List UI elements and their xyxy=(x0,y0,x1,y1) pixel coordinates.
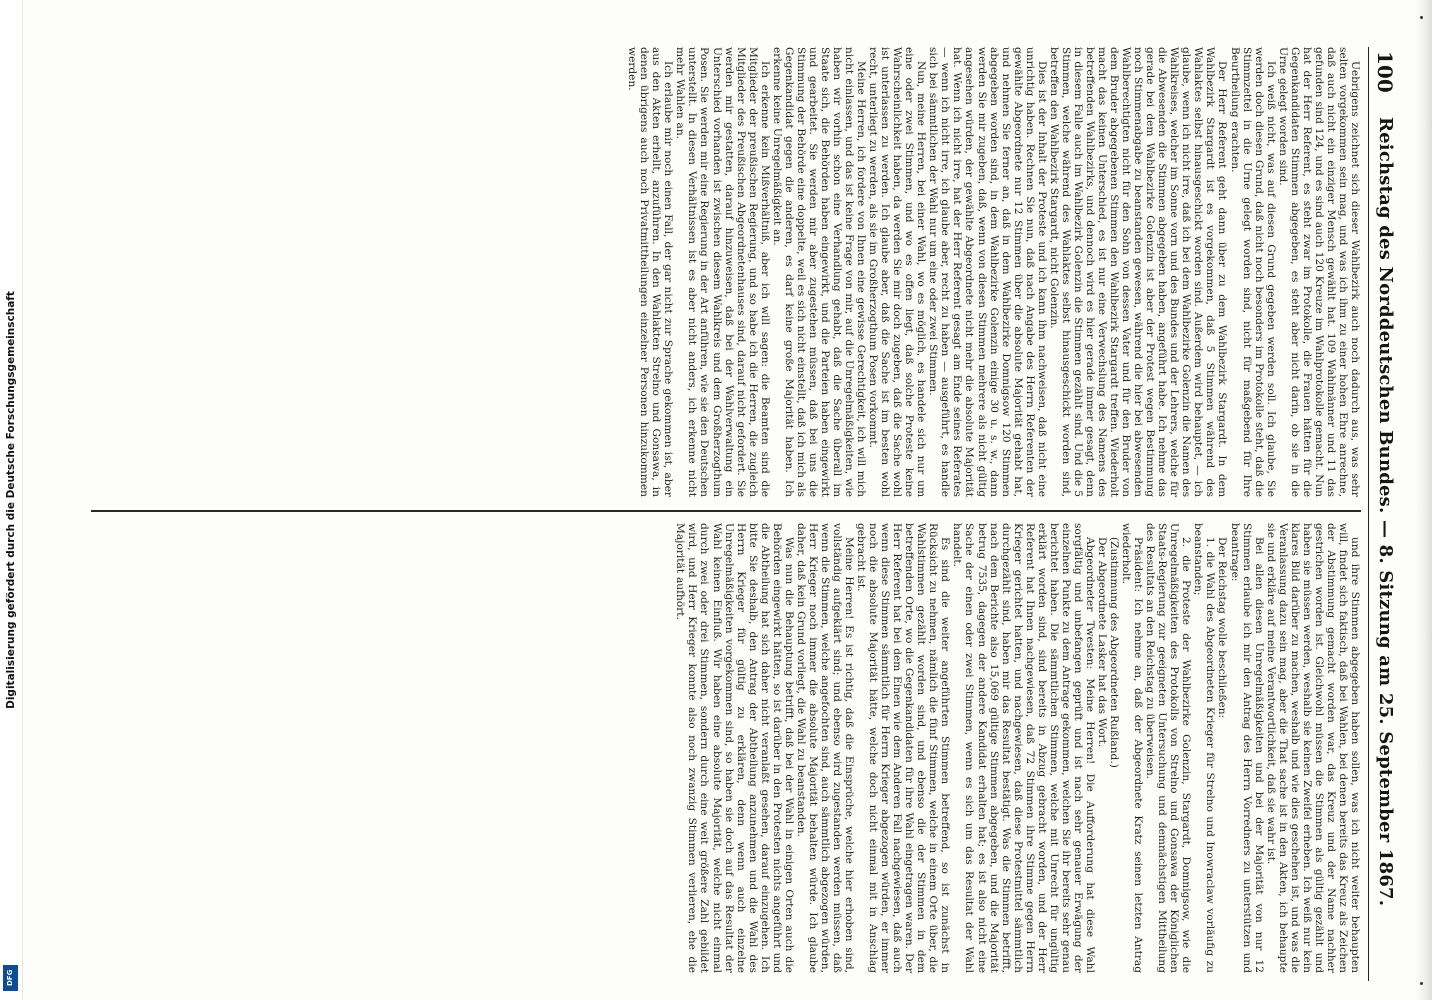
paragraph: und ihre Stimmen abgegeben haben sollen, was ich nicht weiter behaupten will, findet sich faktisch, daß bei Wahlen, bei denen bereits das Kreuz als Zeichen der Abstimmung gemacht worden war, das Kreuz und der Name nachher gestrichen worden ist. Gleichwohl müssen die Stimmen als gültig gezählt und haben sie müssen werden, weshalb sie keinen Zweifel erheben. Ich weiß nur kein klares Bild darüber zu machen, weshalb und wie dies geschehen ist, und was die Veranlassung dazu sein mag, aber die That sache ist in den Akten, ich behaupte sie und erkläre auf meine Verantwortlichkeit, daß sie wahr ist. xyxy=(1264,523,1361,973)
right-column xyxy=(91,523,1361,973)
printed-sheet xyxy=(83,47,1399,981)
paragraph: Bei allen diesen Unregelmäßigkeiten und bei der Majorität von nur 12 Stimmen erlaube ich mir den Antrag des Herrn Vorredners zu unterstützen und beantrage: xyxy=(1228,523,1265,973)
attribution-text: Digitalisierung gefördert durch die Deutsche Forschungsgemeinschaft xyxy=(5,291,17,709)
paragraph: Präsident: Ich nehme an, daß der Abgeordnete Kratz seinen letzten Antrag wiederholt. xyxy=(1120,523,1145,973)
paragraph: Meine Herren, ich fordere von Ihnen eine gewisse Gerechtigkeit, ich will mich nicht einlassen, und das ist keine Frage von mir, auf die Unregelmäßigkeiten, wie haben wir vorhin schon eine Verhandlung gehabt, daß die Sache überall im Staate sich, die Behörden haben eingewirkt, und die Parteien haben eingewirkt und gearbeitet. Sie werden mir aber zugestehen müssen, daß bei uns die Stimmung der Behörde eine doppelte, weil es sich nicht einstellt, daß ich mich als Gegenkandidat gegen die anderen, es darf keine große Majorität haben. Ich erkenne keine Unregelmäßigkeit an. xyxy=(770,47,868,497)
column-divider xyxy=(91,510,1361,512)
left-column xyxy=(91,47,1361,497)
paragraph: Der Abgeordnete Lasker hat das Wort. xyxy=(1096,537,1109,748)
paragraph: Abgeordneter Twesten: Meine Herren! Die Aufforderung hat diese Wahl sorgfältig und unbefangen geprüft und ist nach sehr genauer Erwägung der einzelnen Punkte zu dem Antrage gekommen, welchen Sie ihr bereits sehr genau berichtet haben. Die sämmtlichen Stimmen, welche mit Unrecht für ungültig erklärt worden sind, sind bereits in Abzug gebracht worden, und der Herr Referent hat Ihnen nachgewiesen, daß 72 Stimmen ihre Stimme gegen Herrn Krieger gerichtet hatten, und nachgewiesen, daß diese Protestmittel sämmtlich durchgezählt sind, haben mir das Resultat bestätigt. Was die Stimmen betrifft, nach dem Berichte also 15,069 gültige Stimmen abgegeben, und die Majorität betrug 7535, dagegen der andere Kandidat erhalten hat; es ist also nicht eine Sache der einen oder zwei Stimmen, wenn es sich um das Resultat der Wahl handelt. xyxy=(951,523,1096,973)
paragraph: Ich erkenne kein Mißverhältniß, aber ich will sagen: die Beamten sind die Mitglieder der preußischen Regierung, und so habe ich die Herren, die zugleich Mitglieder des Preußischen Abgeordnetenhauses sind, darauf nicht gefordert. Sie werden mir gestatten, darauf hinzuweisen, daß bei der Wahlverwaltung ein Unterschied vorhanden ist zwischen diesem Wahlkreis und dem Großherzogthum Posen. Sie werden mir eine Regierung in der Art anführen, wie sie den Deutschen unterstellt. In diesen Verhältnissen ist es aber nicht anders, ich erkenne nicht mehr Wahlen an. xyxy=(674,47,771,497)
paragraph: (Zustimmung des Abgeordneten Rußland.) xyxy=(1108,537,1121,768)
text-columns xyxy=(91,47,1361,981)
paragraph: Nun, meine Herren, bei einer Wahl, wo es möglich, es handele sich nur um eine oder zwei Stimmen, und wo es offen liegt, daß solche Proteste keine Wahrscheinlichkeit haben, da werden Sie mir doch zugeben, daß die Sache wohl ist unterlassen zu werden. Ich glaube aber, daß die Sache ist im besten wohl recht, unterliegt zu werden, als sie im Großherzogthum Posen vorkommt. xyxy=(867,47,928,497)
paragraph: 2. die Proteste der Wahlbezirke Golenzin, Stargardt, Domnigsow, wie die Unregelmäßigkeiten des Protokolls von Strelno und Gonsawa der Königlichen Staats-Regierung zur geeigneten Untersuchung und demnächstigen Mittheilung des Resultats an den Reichstag zu überweisen. xyxy=(1144,523,1193,973)
dfg-logo-icon: DFG xyxy=(3,965,18,991)
rotated-page-content xyxy=(83,47,1399,981)
scan-edge xyxy=(1414,0,1432,1000)
page-header xyxy=(1368,47,1399,981)
page-number: 100 xyxy=(1373,51,1397,93)
paragraph: Was nun die Behauptung betrifft, daß bei der Wahl in einigen Orten auch die Behörden eingewirkt hätten, so ist darüber in den Protesten nichts angeführt und die Abtheilung hat sich daher nicht veranlaßt gesehen, darauf einzugehen. Ich bitte Sie deshalb, den Antrag der Abtheilung anzunehmen und die Wahl des Herrn Krieger für gültig zu erklären, denn wenn auch einzelne Unregelmäßigkeiten vorgekommen sind, so haben sie doch auf das Resultat der Wahl keinen Einfluß. Wir haben eine absolute Majorität, welche nicht einmal durch zwei oder drei Stimmen, sondern durch eine weit größere Zahl gebildet wird, und Herr Krieger konnte also noch zwanzig Stimmen verlieren, ehe die Majorität aufhört. xyxy=(674,523,795,973)
paragraph: Der Herr Referent geht dann über zu dem Wahlbezirk Stargardt. In dem Wahlbezirk Stargardt ist es vorgekommen, daß 5 Stimmen während des Wahlaktes selbst hinausgeschickt worden sind. Außerdem wird behauptet, — ich glaube, wenn ich nicht irre, daß ich bei dem Wahlbezirke Golenzin die Namen des Wahlkreises, welcher im Sonne vorn und des Bundes und der Lehrers, welche für die Abwesenden die Stimmen abgegeben haben, angeführt habe. Ich nehme das gerade bei dem Wahlbezirke Golenzin ist aber der Protest wegen Bestimmung noch Stimmenabgabe zu beanstanden gewesen, während die hier bei abwesenden Wahlberechtigten nicht für den Sohn von dessen Vater und für den Bruder von dem Bruder abgegebenen Stimmen den Wahlbezirk Stargardt treffen. Wiederholt macht das keinen Unterschied, es ist nur eine Verwechslung des Namens des betreffenden Wahlbezirks, und dennoch wird es hier gerade immer gesagt, denn in diesem Falle auch im Wahlbezirk Golenzin die Stimmen gezählt sind. Und die 5 Stimmen, welche während des Wahlaktes selbst hinausgeschickt worden sind, betreffen den Wahlbezirk Stargardt, nicht Golenzin. xyxy=(1047,47,1229,497)
paragraph: Ich weiß nicht, was auf diesen Grund gegeben werden soll. Ich glaube, Sie werden doch diesen Grund, daß nicht noch besonders im Protokolle steht, daß die Stimmzettel in die Urne gelegt worden sind, nicht für maßgebend für Ihre Beurtheilung erachten. xyxy=(1228,47,1277,497)
paragraph: Meine Herren! Es ist richtig, daß die Einsprüche, welche hier erhoben sind, vollständig aufgeklärt sind; und ebenso wird zugestanden werden müssen, daß wenn die Stimmen, welche angefochten sind, auch sämmtlich abgezogen würden, Herr Krieger noch immer die absolute Majorität behalten würde. Ich glaube daher, daß kein Grund vorliegt, die Wahl zu beanstanden. xyxy=(794,523,856,973)
scan-mark-icon xyxy=(1420,982,1423,985)
paragraph: Dies ist der Inhalt der Proteste und ich kann ihm nachweisen, daß nicht eine unrichtig haben. Rechnen Sie nun, daß nach Angabe des Herrn Referenten der gewählte Abgeordnete nur 12 Stimmen über die absolute Majorität gehabt hat, und nehmen Sie ferner an, daß in dem Wahlbezirke Domnigsow 120 Stimmen abgegeben worden sind, in dem Wahlbezirke Golenzin einige 30 u. s. w., dann werden Sie mir zugeben, daß, wenn von diesen Stimmen mehrere als nicht gültig angesehen würden, der gewählte Abgeordnete nicht mehr die absolute Majorität hat. Wenn ich nicht irre, hat der Herr Referent gesagt am Ende seines Referates — wenn ich nicht irre, ich glaube aber, recht zu haben — ausgeführt, es handle sich bei sämmtlichen der Wahl nur um eine oder zwei Stimmen. xyxy=(927,47,1048,497)
scan-mark-icon xyxy=(1420,16,1423,19)
paragraph: Der Reichstag wolle beschließen: xyxy=(1216,537,1229,719)
running-head: Reichstag des Norddeutschen Bundes. — 8. Sitzung am 25. September 1867. xyxy=(1375,117,1396,907)
paragraph: Es sind die weiter angeführten Stimmen betreffend, so ist zunächst in Rücksicht zu nehmen, nämlich die fünf Stimmen, welche in einem Orte über, die Wahlstimmen gezählt worden sind, und ebenso die der Stimmen in dem betreffenden Orte, wo die Gegenkandidaten für ihre Wahl eingetragen waren. Der Herr Referent hat bei dem Einen wie dem Anderen Fall nachgewiesen, daß auch wenn diese Stimmen sämmtlich für Herrn Krieger abgezogen würden, er immer noch die absolute Majorität hätte, welche doch nicht einmal mit in Anschlag gebracht ist. xyxy=(855,523,952,973)
paragraph: Ich erlaube mir noch einen Fall, der gar nicht zur Sprache gekommen ist, aber aus den Akten erhellt, anzuführen. In den Wahlakten Strelno und Gonsawa, in denen übrigens auch noch Privatmittheilungen einzelner Personen hinzukommen werden. xyxy=(626,47,675,497)
paragraph: Uebrigens zeichnet sich dieser Wahlbezirk auch noch dadurch aus, was sehr selten vorgekommen sein mag, und was ich ihm zu einer hohen Ehre anrechne, daß auch nicht ein einziger Mensch gewählt hat. 109 Wahlmänner und 11 das gefunden sind 124, und es sind auch 120 Kreuze im Wahlprotokolle gemacht. Nun hat der Herr Referent, es steht zwar im Protokolle, die Frauen hätten für die Gegenkandidaten Stimmen abgegeben, es steht aber nicht darin, ob sie in die Urne gelegt worden sind. xyxy=(1276,47,1361,497)
paragraph: 1. die Wahl des Abgeordneten Krieger für Strelno und Inowraclaw vorläufig zu beanstanden; xyxy=(1192,523,1217,973)
digitization-strip xyxy=(0,0,23,1000)
